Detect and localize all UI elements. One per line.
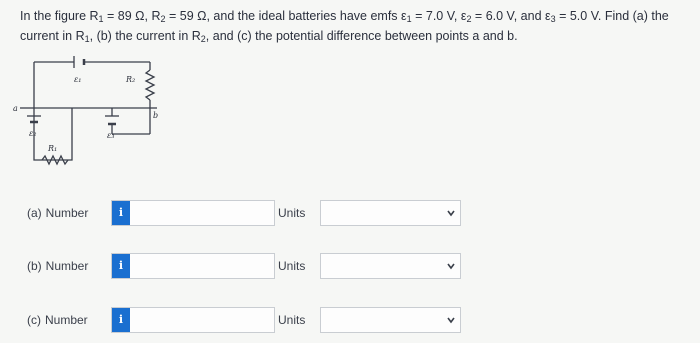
battery-e3 xyxy=(105,116,119,124)
r2-resistor xyxy=(146,70,154,100)
info-icon[interactable]: i xyxy=(112,201,130,225)
units-select[interactable] xyxy=(320,307,461,333)
units-label: Units xyxy=(278,259,306,273)
label-e2: ε₂ xyxy=(29,129,37,138)
part-label xyxy=(27,206,88,220)
units-select[interactable] xyxy=(320,253,461,279)
question-subscript: 2 xyxy=(466,14,472,24)
part-label xyxy=(27,313,88,327)
number-label: Number xyxy=(45,206,89,220)
label-b: b xyxy=(153,111,159,120)
part-letter: (b) xyxy=(27,259,42,273)
number-input[interactable] xyxy=(111,200,275,226)
info-icon[interactable]: i xyxy=(112,254,130,278)
circuit-diagram xyxy=(12,52,162,170)
question-subscript: 1 xyxy=(406,14,412,24)
number-label: Number xyxy=(45,259,89,273)
number-input[interactable] xyxy=(111,253,275,279)
question-text xyxy=(20,8,695,48)
question-segment: = 6.0 V, and ε xyxy=(471,9,551,23)
units-label: Units xyxy=(278,313,306,327)
label-r1: R₁ xyxy=(48,144,58,153)
question-segment: = 89 Ω, R xyxy=(103,9,161,23)
label-r2: R₂ xyxy=(126,75,136,84)
question-subscript: 2 xyxy=(160,14,166,24)
part-label xyxy=(27,259,88,273)
label-a: a xyxy=(13,104,18,113)
question-segment: = 59 Ω, and the ideal batteries have emfs ε xyxy=(165,9,407,23)
question-segment: , (b) the current in R xyxy=(89,29,201,43)
units-label: Units xyxy=(278,206,306,220)
label-e1: ε₁ xyxy=(74,75,82,84)
battery-e1 xyxy=(74,56,84,68)
question-subscript: 3 xyxy=(550,14,556,24)
number-input[interactable] xyxy=(111,307,275,333)
part-letter: (c) xyxy=(27,313,41,327)
chevron-down-icon xyxy=(447,262,455,270)
chevron-down-icon xyxy=(447,209,455,217)
part-letter: (a) xyxy=(27,206,42,220)
question-segment: , and (c) the potential difference between points a and b. xyxy=(205,29,518,43)
answer-row-a xyxy=(20,200,680,226)
question-segment: = 5.0 V. Find (a) the current in R xyxy=(20,9,669,43)
answer-row-b xyxy=(20,253,680,279)
circuit-svg xyxy=(12,52,162,170)
answer-row-c xyxy=(20,307,680,333)
chevron-down-icon xyxy=(447,316,455,324)
units-select[interactable] xyxy=(320,200,461,226)
question-subscript: 1 xyxy=(84,34,90,44)
label-e3: ε₃ xyxy=(107,131,115,140)
question-segment: In the figure R xyxy=(20,9,99,23)
question-subscript: 2 xyxy=(200,34,206,44)
question-subscript: 1 xyxy=(98,14,104,24)
number-label: Number xyxy=(45,313,88,327)
question-segment: = 7.0 V, ε xyxy=(411,9,467,23)
info-icon[interactable]: i xyxy=(112,308,130,332)
